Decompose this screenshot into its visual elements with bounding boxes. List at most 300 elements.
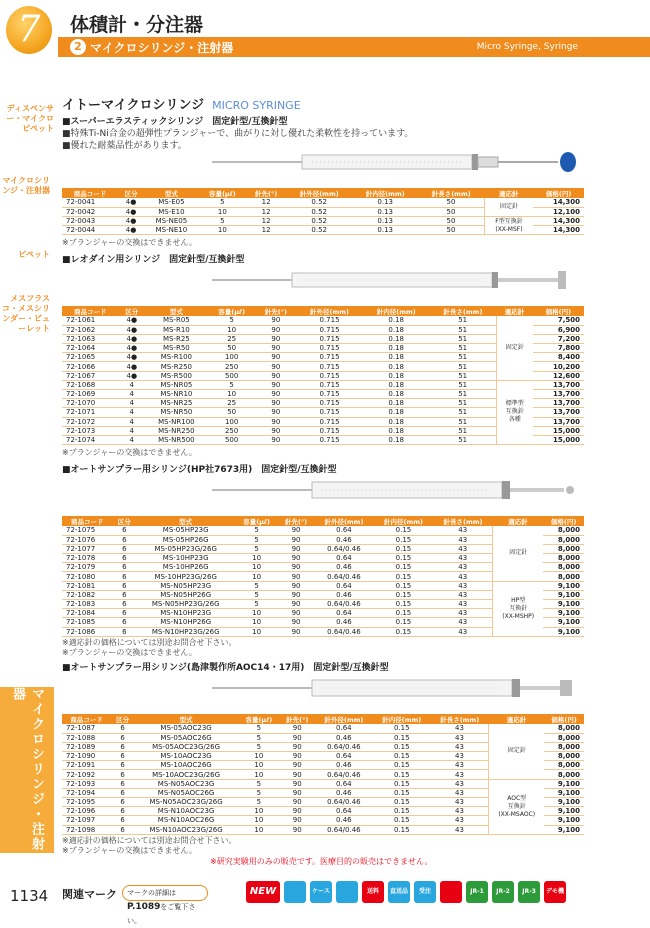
table-cell: 0.18 <box>363 371 430 380</box>
price-cell: 14,300 <box>533 216 584 225</box>
table-cell: 25 <box>208 399 256 408</box>
price-cell: 13,700 <box>533 417 584 426</box>
group-cell: AOC型 互換針 (XX-MSAOC) <box>489 779 545 834</box>
table-cell: 72-0044 <box>62 226 118 235</box>
table-cell: 0.15 <box>374 526 434 535</box>
table-cell: 6 <box>111 788 134 797</box>
price-cell: 8,000 <box>544 724 584 733</box>
table-cell: 0.18 <box>363 353 430 362</box>
table-cell: 0.64/0.46 <box>314 572 374 581</box>
table-cell: 90 <box>280 807 315 816</box>
table-cell: 6 <box>111 733 134 742</box>
related-ref[interactable] <box>122 885 208 925</box>
spec-table <box>62 306 584 445</box>
table-cell: 10 <box>199 207 246 216</box>
table-cell: 0.18 <box>363 417 430 426</box>
table-cell: 90 <box>256 435 297 444</box>
price-cell: 12,600 <box>533 371 584 380</box>
table-cell: 0.15 <box>374 618 434 627</box>
table-cell: 72-1091 <box>62 761 111 770</box>
table-cell: 5 <box>238 798 279 807</box>
table-cell: 72-1080 <box>62 572 113 581</box>
table-cell: 0.46 <box>314 590 374 599</box>
price-cell: 9,100 <box>544 788 584 797</box>
group-cell: 固定針 <box>489 724 545 779</box>
price-cell: 9,100 <box>543 618 584 627</box>
table-cell: 43 <box>431 724 489 733</box>
table-cell: 0.715 <box>296 353 363 362</box>
table-cell: 0.715 <box>296 344 363 353</box>
table-cell: 6 <box>113 544 137 553</box>
table-cell: MS-05AOC23G/26G <box>134 742 238 751</box>
product-title <box>62 94 301 113</box>
table-cell: 4● <box>119 325 145 334</box>
table-cell: 0.15 <box>373 761 431 770</box>
related-label: 関連マーク <box>62 888 117 901</box>
column-header: 商品コード <box>62 188 118 198</box>
table-cell: 72-1084 <box>62 609 113 618</box>
table-cell: 5 <box>238 733 279 742</box>
table-cell: MS-N05AOC23G <box>134 779 238 788</box>
price-cell: 13,700 <box>533 390 584 399</box>
table-cell: 90 <box>280 788 315 797</box>
price-cell: 8,000 <box>543 526 584 535</box>
table-cell: MS-N05HP23G <box>136 581 235 590</box>
table-cell: 90 <box>278 526 314 535</box>
footer-warning: ※研究実験用のみの販売です。医療目的の販売はできません。 <box>210 857 433 866</box>
column-header: 区分 <box>113 516 137 526</box>
table-cell: 6 <box>111 807 134 816</box>
table-cell: 5 <box>235 600 278 609</box>
table-cell: 6 <box>113 581 137 590</box>
table-cell: 72-1062 <box>62 325 119 334</box>
column-header: 型式 <box>136 516 235 526</box>
table-cell: 72-1090 <box>62 752 111 761</box>
table-cell: MS-R50 <box>145 344 208 353</box>
table-cell: 6 <box>111 752 134 761</box>
group-cell: 固定針 <box>484 198 533 216</box>
table-cell: 4 <box>119 390 145 399</box>
table-cell: 90 <box>256 353 297 362</box>
table-cell: 90 <box>280 825 315 834</box>
table-cell: 72-1075 <box>62 526 113 535</box>
eco-icon <box>284 881 306 903</box>
table-cell: MS-10AOC23G/26G <box>134 770 238 779</box>
table-cell: 5 <box>238 779 279 788</box>
table-cell: MS-NR10 <box>145 390 208 399</box>
column-header: 適応針 <box>489 714 545 724</box>
table-cell: 90 <box>280 733 315 742</box>
price-cell: 14,300 <box>533 226 584 235</box>
sidebar-item-pipette[interactable]: ピペット <box>18 250 50 259</box>
table-cell: 6 <box>111 779 134 788</box>
table-cell: 0.18 <box>363 380 430 389</box>
table-cell: 0.715 <box>296 426 363 435</box>
section-heading: ■レオダイン用シリンジ 固定針型/互換針型 <box>62 255 245 265</box>
table-cell: 51 <box>430 426 497 435</box>
table-cell: 0.15 <box>373 798 431 807</box>
table-cell: MS-05HP23G/26G <box>136 544 235 553</box>
table-cell: 51 <box>430 344 497 353</box>
table-cell: 51 <box>430 371 497 380</box>
column-header: 型式 <box>134 714 238 724</box>
table-cell: 90 <box>280 798 315 807</box>
table-cell: 72-1082 <box>62 590 113 599</box>
table-cell: 0.64 <box>315 779 373 788</box>
table-cell: MS-05HP23G <box>136 526 235 535</box>
table-cell: 50 <box>208 344 256 353</box>
table-cell: 4● <box>118 198 144 207</box>
column-header: 針先(°) <box>246 188 286 198</box>
section-bullet: ■特殊Ti-Ni合金の超弾性プランジャーで、曲がりに対し優れた柔軟性を持っています。 <box>62 129 414 139</box>
section-heading: ■スーパーエラスティックシリンジ 固定針型/互換針型 <box>62 117 288 127</box>
table-cell: 43 <box>431 752 489 761</box>
table-cell: 0.64 <box>315 724 373 733</box>
column-header: 針外径(mm) <box>314 516 374 526</box>
table-cell: 43 <box>431 816 489 825</box>
price-cell: 9,100 <box>544 807 584 816</box>
table-cell: 0.715 <box>296 399 363 408</box>
table-cell: 72-1085 <box>62 618 113 627</box>
table-cell: 6 <box>111 761 134 770</box>
table-cell: 90 <box>256 325 297 334</box>
table-cell: 0.715 <box>296 408 363 417</box>
table-cell: 6 <box>113 572 137 581</box>
table-cell: 72-1087 <box>62 724 111 733</box>
table-cell: 43 <box>433 590 493 599</box>
table-cell: MS-R05 <box>145 316 208 325</box>
table-cell: 0.64/0.46 <box>315 742 373 751</box>
sub-number: 2 <box>70 39 86 55</box>
table-cell: 0.15 <box>373 742 431 751</box>
table-cell: 12 <box>246 207 286 216</box>
table-cell: MS-05AOC23G <box>134 724 238 733</box>
column-header: 針先(°) <box>256 306 297 316</box>
sidebar-item-dispenser[interactable]: ディスペンサー・マイクロピペット <box>6 104 54 133</box>
price-cell: 9,100 <box>543 600 584 609</box>
sidebar-item-syringe[interactable]: マイクロシリンジ・注射器 <box>2 176 50 195</box>
price-cell: 13,700 <box>533 408 584 417</box>
table-cell: 72-1067 <box>62 371 119 380</box>
table-cell: 50 <box>418 216 484 225</box>
price-cell: 8,000 <box>544 761 584 770</box>
table-cell: 72-1093 <box>62 779 111 788</box>
table-cell: 0.715 <box>296 334 363 343</box>
table-cell: 43 <box>431 733 489 742</box>
table-cell: 0.15 <box>373 825 431 834</box>
table-cell: MS-E10 <box>144 207 199 216</box>
subheader-bar <box>58 37 650 57</box>
table-cell: 90 <box>256 426 297 435</box>
price-cell: 9,100 <box>543 581 584 590</box>
table-cell: 90 <box>256 380 297 389</box>
table-cell: 0.13 <box>352 216 418 225</box>
column-header: 適応針 <box>493 516 543 526</box>
table-cell: 5 <box>235 590 278 599</box>
table-cell: 43 <box>431 779 489 788</box>
table-cell: 50 <box>208 408 256 417</box>
table-cell: 0.64 <box>314 609 374 618</box>
table-cell: 4 <box>119 426 145 435</box>
table-cell: 90 <box>280 770 315 779</box>
jr1-icon: JR-1 <box>466 881 488 903</box>
price-cell: 8,000 <box>544 770 584 779</box>
table-cell: 0.15 <box>373 724 431 733</box>
table-note: ※プランジャーの交換はできません。 <box>62 238 197 247</box>
table-cell: 0.15 <box>374 609 434 618</box>
table-cell: 90 <box>278 554 314 563</box>
table-cell: 10 <box>199 226 246 235</box>
table-cell: 0.18 <box>363 362 430 371</box>
table-cell: 6 <box>111 724 134 733</box>
syringe-image <box>212 478 592 502</box>
table-cell: 6 <box>113 535 137 544</box>
table-cell: 0.46 <box>314 618 374 627</box>
table-cell: 72-1072 <box>62 417 119 426</box>
column-header: 容量(μℓ) <box>235 516 278 526</box>
box-icon <box>336 881 358 903</box>
table-cell: 0.64 <box>314 581 374 590</box>
table-cell: MS-N05AOC23G/26G <box>134 798 238 807</box>
column-header: 商品コード <box>62 516 113 526</box>
table-cell: 5 <box>238 742 279 751</box>
table-cell: 0.18 <box>363 408 430 417</box>
product-title-en: MICRO SYRINGE <box>212 99 301 112</box>
price-cell: 8,000 <box>543 544 584 553</box>
table-note: ※適応針の価格については別途お問合せ下さい。 <box>62 836 237 845</box>
table-cell: 90 <box>280 761 315 770</box>
syringe-image <box>212 150 592 174</box>
table-cell: MS-N10AOC23G <box>134 807 238 816</box>
table-cell: 5 <box>235 526 278 535</box>
price-cell: 9,100 <box>544 779 584 788</box>
table-cell: 0.64/0.46 <box>315 825 373 834</box>
table-cell: 6 <box>111 816 134 825</box>
column-header: 針長さ(mm) <box>431 714 489 724</box>
column-header: 価格(円) <box>533 306 584 316</box>
table-cell: MS-R10 <box>145 325 208 334</box>
table-cell: 90 <box>278 581 314 590</box>
price-cell: 6,900 <box>533 325 584 334</box>
column-header: 容量(μℓ) <box>208 306 256 316</box>
table-cell: 43 <box>433 600 493 609</box>
price-cell: 13,700 <box>533 399 584 408</box>
table-cell: 43 <box>433 609 493 618</box>
table-cell: 4 <box>119 380 145 389</box>
group-cell: F型互換針 (XX-MSF) <box>484 216 533 234</box>
dg-icon: デモ機 <box>544 881 566 903</box>
table-cell: 5 <box>208 316 256 325</box>
table-cell: 72-1095 <box>62 798 111 807</box>
jr3-icon: JR-3 <box>518 881 540 903</box>
related-ref-label: マークの詳細は <box>127 889 176 897</box>
table-row <box>62 779 584 788</box>
table-cell: 0.52 <box>286 198 352 207</box>
related-icons <box>246 881 566 917</box>
column-header: 針長さ(mm) <box>433 516 493 526</box>
table-cell: 72-1069 <box>62 390 119 399</box>
table-cell: 72-1071 <box>62 408 119 417</box>
price-cell: 12,100 <box>533 207 584 216</box>
table-cell: 0.15 <box>373 733 431 742</box>
table-cell: 90 <box>256 316 297 325</box>
table-cell: 10 <box>238 752 279 761</box>
table-cell: 90 <box>256 344 297 353</box>
table-cell: 0.52 <box>286 216 352 225</box>
column-header: 型式 <box>145 306 208 316</box>
sidebar-item-flask[interactable]: メスフラスコ・メスシリンダー・ビューレット <box>2 294 50 333</box>
price-cell: 8,000 <box>543 572 584 581</box>
table-cell: 0.15 <box>373 770 431 779</box>
table-cell: MS-NE05 <box>144 216 199 225</box>
table-cell: 72-1088 <box>62 733 111 742</box>
table-cell: 72-1076 <box>62 535 113 544</box>
column-header: 容量(μℓ) <box>238 714 279 724</box>
table-cell: 0.18 <box>363 344 430 353</box>
column-header: 針内径(mm) <box>363 306 430 316</box>
table-row <box>62 198 584 207</box>
table-cell: 0.64 <box>315 807 373 816</box>
table-cell: 0.46 <box>314 535 374 544</box>
table-cell: MS-N10HP23G/26G <box>136 627 235 636</box>
case-icon: ケース売 <box>310 881 332 903</box>
table-cell: 6 <box>113 563 137 572</box>
table-cell: 0.715 <box>296 316 363 325</box>
table-cell: 51 <box>430 380 497 389</box>
table-cell: 0.15 <box>374 535 434 544</box>
table-cell: 43 <box>431 798 489 807</box>
table-cell: 90 <box>278 563 314 572</box>
table-cell: 10 <box>235 572 278 581</box>
product-title-ja: イトーマイクロシリンジ <box>62 98 205 113</box>
table-cell: 0.15 <box>373 779 431 788</box>
price-cell: 13,700 <box>533 380 584 389</box>
table-cell: 4● <box>119 316 145 325</box>
table-cell: 6 <box>113 590 137 599</box>
table-cell: 0.64/0.46 <box>314 544 374 553</box>
table-cell: MS-R100 <box>145 353 208 362</box>
table-cell: 51 <box>430 408 497 417</box>
price-cell: 15,000 <box>533 435 584 444</box>
table-cell: 6 <box>111 742 134 751</box>
column-header: 針内径(mm) <box>373 714 431 724</box>
table-cell: 0.52 <box>286 226 352 235</box>
new-icon: NEW <box>246 881 280 903</box>
table-cell: 6 <box>111 770 134 779</box>
table-cell: 0.15 <box>374 581 434 590</box>
table-cell: 72-1065 <box>62 353 119 362</box>
table-cell: 0.46 <box>315 816 373 825</box>
table-cell: 43 <box>433 544 493 553</box>
table-cell: 10 <box>238 761 279 770</box>
table-cell: 5 <box>199 216 246 225</box>
column-header: 針外径(mm) <box>315 714 373 724</box>
table-cell: 43 <box>433 535 493 544</box>
order-icon: 受注 <box>414 881 436 903</box>
section-heading: ■オートサンプラー用シリンジ(HP社7673用) 固定針型/互換針型 <box>62 465 337 475</box>
table-cell: 0.715 <box>296 371 363 380</box>
table-row <box>62 316 584 325</box>
direct-icon: 直送品 <box>388 881 410 903</box>
table-cell: 4 <box>119 399 145 408</box>
table-cell: 6 <box>113 618 137 627</box>
table-note: ※プランジャーの交換はできません。 <box>62 648 197 657</box>
table-cell: 0.46 <box>315 761 373 770</box>
sub-title: マイクロシリンジ・注射器 <box>90 41 234 55</box>
table-cell: 90 <box>280 724 315 733</box>
syringe-image <box>212 676 592 700</box>
group-cell: 固定針 <box>496 316 532 380</box>
table-cell: 5 <box>238 724 279 733</box>
column-header: 区分 <box>111 714 134 724</box>
column-header: 適応針 <box>484 188 533 198</box>
spec-table <box>62 714 584 835</box>
table-cell: 4● <box>119 362 145 371</box>
table-cell: 72-1079 <box>62 563 113 572</box>
sub-title-en: Micro Syringe, Syringe <box>476 42 578 52</box>
section-heading: ■オートサンプラー用シリンジ(島津製作所AOC14・17用) 固定針型/互換針型 <box>62 663 389 673</box>
table-cell: 10 <box>235 609 278 618</box>
table-cell: MS-10AOC23G <box>134 752 238 761</box>
table-cell: 5 <box>199 198 246 207</box>
group-cell: 固定針 <box>493 526 543 581</box>
table-cell: 43 <box>431 825 489 834</box>
table-cell: 72-1070 <box>62 399 119 408</box>
table-cell: 0.15 <box>373 752 431 761</box>
column-header: 適応針 <box>496 306 532 316</box>
table-cell: 0.15 <box>373 816 431 825</box>
column-header: 針長さ(mm) <box>430 306 497 316</box>
table-cell: 0.64/0.46 <box>314 600 374 609</box>
table-cell: 0.52 <box>286 207 352 216</box>
table-cell: 72-1098 <box>62 825 111 834</box>
table-cell: 0.18 <box>363 390 430 399</box>
table-cell: 0.18 <box>363 435 430 444</box>
table-cell: 90 <box>280 742 315 751</box>
table-cell: 72-1063 <box>62 334 119 343</box>
table-cell: 5 <box>238 788 279 797</box>
table-cell: 4● <box>119 334 145 343</box>
table-cell: 4 <box>119 408 145 417</box>
table-cell: 51 <box>430 316 497 325</box>
column-header: 価格(円) <box>544 714 584 724</box>
table-cell: 43 <box>431 770 489 779</box>
table-cell: MS-R500 <box>145 371 208 380</box>
column-header: 容量(μℓ) <box>199 188 246 198</box>
table-cell: MS-10HP26G <box>136 563 235 572</box>
table-cell: 90 <box>256 417 297 426</box>
table-cell: 72-1064 <box>62 344 119 353</box>
table-cell: 72-1097 <box>62 816 111 825</box>
table-cell: MS-N10AOC23G/26G <box>134 825 238 834</box>
table-cell: 10 <box>238 770 279 779</box>
table-cell: 250 <box>208 362 256 371</box>
table-cell: MS-N05HP23G/26G <box>136 600 235 609</box>
table-cell: 100 <box>208 417 256 426</box>
table-cell: 43 <box>431 807 489 816</box>
table-cell: 43 <box>433 572 493 581</box>
table-cell: 6 <box>113 600 137 609</box>
price-cell: 7,800 <box>533 344 584 353</box>
table-cell: 10 <box>235 563 278 572</box>
column-header: 針内径(mm) <box>352 188 418 198</box>
column-header: 針内径(mm) <box>374 516 434 526</box>
table-cell: MS-NE10 <box>144 226 199 235</box>
table-cell: 6 <box>113 526 137 535</box>
table-cell: MS-N10HP23G <box>136 609 235 618</box>
table-cell: 6 <box>111 798 134 807</box>
table-cell: 0.64/0.46 <box>314 627 374 636</box>
